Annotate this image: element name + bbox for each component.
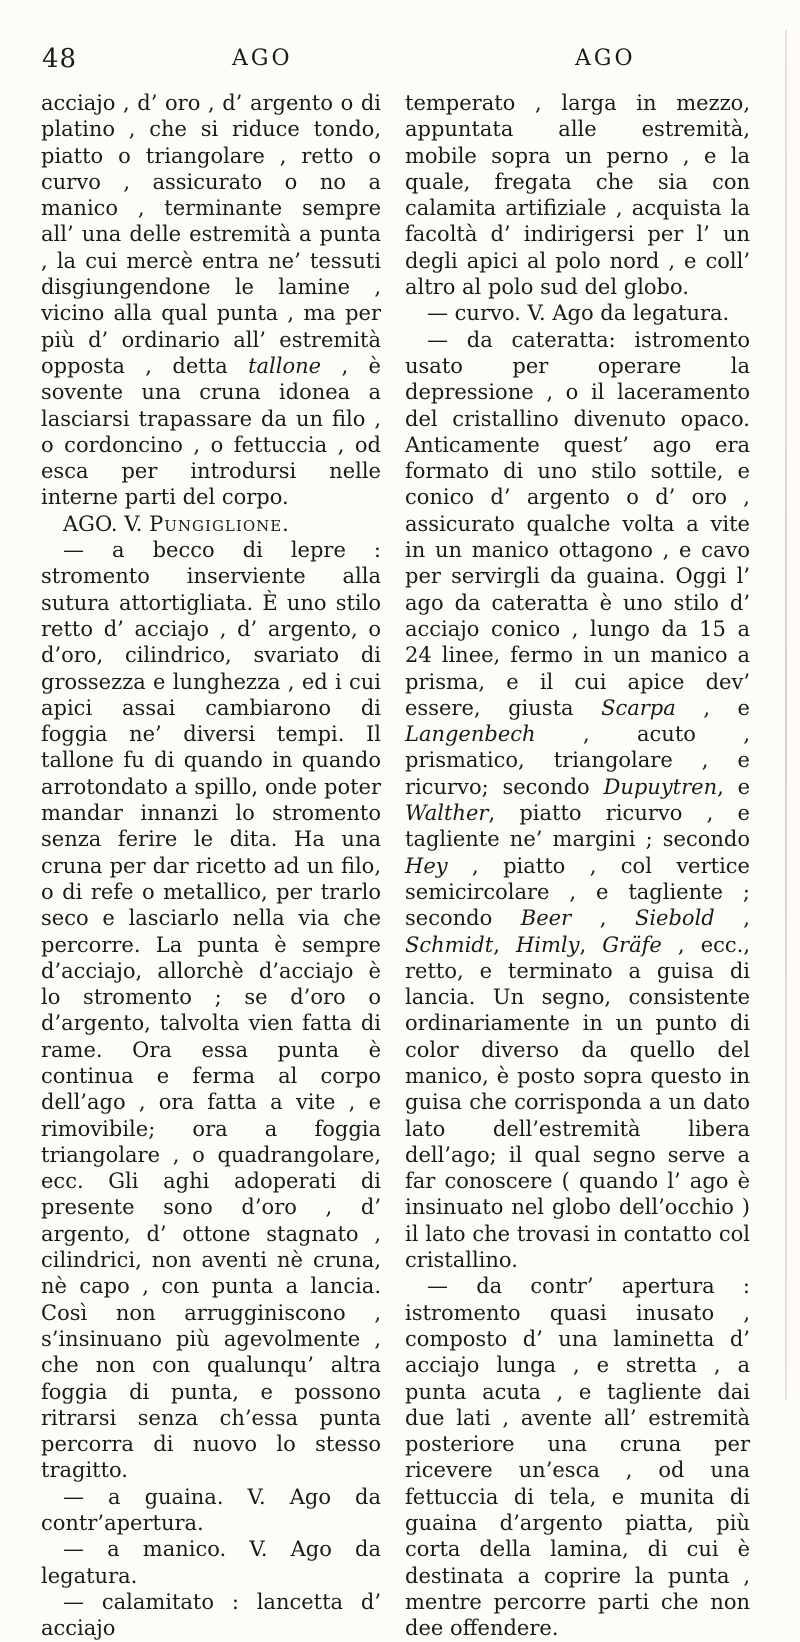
left-column bbox=[41, 90, 381, 1642]
running-head-right: AGO bbox=[575, 46, 636, 71]
entry-da-cateratta: — da cateratta: istromento usato per operare la depressione , o il laceramento del cristallino divenuto opaco. Anticamente quest’ ago era formato di uno stilo sottile, e conico d’ argento o d’ oro , assicurato qualche volta a vite in un manico ottagono , e cavo per servirgli da guaina. Oggi l’ ago da cateratta è uno stilo d’ acciajo conico , lungo da 15 a 24 linee, fermo in un manico a prisma, e il cui apice dev’ essere, giusta Scarpa , e Langenbech , acuto , prismatico, triangolare , e ricurvo; secondo Dupuytren, e Walther, piatto ricurvo , e tagliente ne’ margini ; secondo Hey , piatto , col vertice semicircolare , e tagliente ; secondo Beer , Siebold , Schmidt, Himly, Gräfe , ecc., retto, e terminato a guisa di lancia. Un segno, consistente ordinariamente in un punto di color diverso da quello del manico, è posto sopra questo in guisa che corrisponda a un dato lato dell’estremità libera dell’ago; il qual segno serve a far conoscere ( quando l’ ago è insinuato nel globo dell’occhio ) il lato che trovasi in contatto col cristallino. bbox=[405, 327, 751, 1273]
author-beer: Beer bbox=[520, 906, 572, 931]
page-header bbox=[0, 44, 800, 84]
page-edge-shadow bbox=[785, 30, 787, 1400]
running-head-left: AGO bbox=[232, 46, 293, 71]
author-walther: Walther bbox=[405, 801, 489, 826]
entry-a-guaina: — a guaina. V. Ago da contr’apertura. bbox=[41, 1484, 381, 1536]
entry-curvo: — curvo. V. Ago da legatura. bbox=[427, 301, 730, 326]
author-langenbech: Langenbech bbox=[405, 722, 536, 747]
author-scarpa: Scarpa bbox=[601, 695, 676, 720]
page-number: 48 bbox=[42, 44, 78, 74]
entry-calamitato-start: — calamitato : lancetta d’ acciajo bbox=[41, 1589, 381, 1641]
cross-reference-pungiglione: Pungiglione. bbox=[149, 511, 290, 536]
right-column bbox=[405, 90, 750, 1642]
author-siebold: Siebold bbox=[634, 906, 715, 931]
author-hey: Hey bbox=[405, 853, 448, 878]
author-schmidt: Schmidt bbox=[405, 932, 494, 957]
author-himly: Himly bbox=[515, 932, 580, 957]
entry-ago-cross-reference: AGO. V. Pungiglione. bbox=[63, 511, 290, 536]
entry-a-manico: — a manico. V. Ago da legatura. bbox=[41, 1537, 381, 1588]
entry-da-contr-apertura: — da contr’ apertura : istromento quasi inusato , composto d’ una laminetta d’ acciajo lunga , e stretta , a punta acuta , e tagliente dai due lati , avente all’ estremità posteriore una cruna per ricevere un’esca , od una fettuccia di tela, e munita di guaina d’argento piatta, più corta della lamina, di cui è destinata a coprire la punta , mentre percorre parti che non dee offendere. bbox=[405, 1274, 750, 1641]
author-dupuytren: Dupuytren bbox=[603, 774, 718, 799]
author-grafe: Gräfe bbox=[602, 932, 662, 957]
term-tallone: tallone bbox=[248, 353, 322, 378]
entry-ago-definition-end: acciajo , d’ oro , d’ argento o di platino , che si riduce tondo, piatto o triangolare , retto o curvo , assicurato o no a manico , terminante sempre all’ una delle estremità a punta , la cui mercè entra ne’ tessuti disgiungendone le lamine , vicino alla qual punta , ma per più d’ ordinario all’ estremità opposta , detta tallone , è sovente una cruna idonea a lasciarsi trapassare da un filo , o cordoncino , o fettuccia , od esca per introdursi nelle interne parti del corpo. bbox=[41, 91, 381, 510]
entry-calamitato-end: temperato , larga in mezzo, appuntata alle estremità, mobile sopra un perno , e la quale, fregata che sia con calamita artifiziale , acquista la facoltà d’ indirigersi per l’ un degli apici al polo nord , e coll’ altro al polo sud del globo. bbox=[405, 91, 750, 300]
entry-a-becco-di-lepre: — a becco di lepre : stromento inserviente alla sutura attortigliata. È uno stilo retto d’ acciajo , d’ argento, o d’oro, cilindrico, svariato di grossezza e lunghezza , ed i cui apici assai cambiarono di foggia ne’ diversi tempi. Il tallone fu di quando in quando arrotondato a spillo, onde poter mandar innanzi lo stromento senza ferire le dita. Ha una cruna per dar ricetto ad un filo, o di refe o metallico, per trarlo seco e lasciarlo nella via che percorre. La punta è sempre d’acciajo, allorchè d’acciajo è lo stromento ; se d’oro o d’argento, talvolta vien fatta di rame. Ora essa punta è continua e ferma al corpo dell’ago , ora fatta a vite , e rimovibile; ora a foggia triangolare , o quadrangolare, ecc. Gli aghi adoperati di presente sono d’oro , d’ argento, d’ ottone stagnato , cilindrici, non aventi nè cruna, nè capo , con punta a lancia. Così non arrugginiscono , s’insinuano più agevolmente , che non con qualunqu’ altra foggia di punta, e possono ritrarsi senza ch’essa punta percorra di nuovo lo stesso tragitto. bbox=[41, 538, 381, 1483]
